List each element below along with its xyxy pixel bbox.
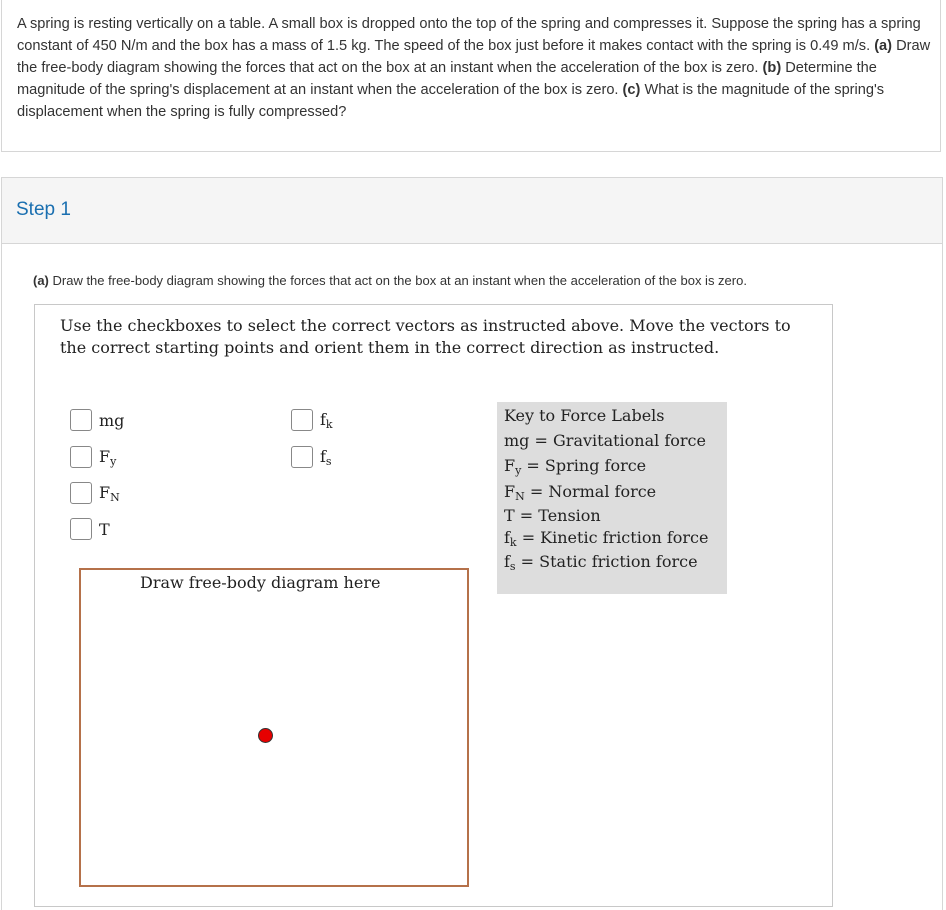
- checkbox-row-fy[interactable]: [70, 446, 116, 468]
- part-c-label: (c): [622, 82, 641, 98]
- checkbox-label-fs: $f_s$: [320, 446, 332, 468]
- checkbox-fs[interactable]: [291, 446, 313, 468]
- step-part-text: Draw the free-body diagram showing the forces that act on the box at an instant when the acceleration of the box is zero.: [48, 273, 747, 288]
- key-item-t: T = Tension: [504, 506, 601, 525]
- applet-instructions: Use the checkboxes to select the correct vectors as instructed above. Move the vectors to the correct starting points and orient them in the correct direction as instructed.: [60, 316, 791, 357]
- checkbox-mg[interactable]: [70, 409, 92, 431]
- part-b-label: (b): [762, 60, 782, 76]
- checkbox-row-fk[interactable]: [291, 409, 333, 431]
- part-a-question: Draw the free-body diagram showing the forces that act on the box at an instant when the acceleration of the box is zero.: [17, 38, 931, 76]
- checkbox-row-t[interactable]: [70, 518, 110, 540]
- checkbox-row-mg[interactable]: [70, 409, 124, 431]
- draw-area[interactable]: [79, 568, 469, 887]
- part-c-question: What is the magnitude of the spring's displacement when the spring is fully compressed?: [17, 82, 885, 120]
- checkbox-fk[interactable]: [291, 409, 313, 431]
- key-item-fs: $f_s$ = Static friction force: [504, 552, 698, 573]
- step-title: Step 1: [16, 199, 71, 220]
- box-point[interactable]: [258, 728, 273, 743]
- force-label-key: [497, 402, 727, 594]
- checkbox-label-t: T: [99, 519, 110, 539]
- problem-card: [1, 0, 941, 152]
- checkbox-row-fn[interactable]: [70, 482, 120, 504]
- key-item-fk: $f_k$ = Kinetic friction force: [504, 528, 709, 549]
- key-item-mg: mg = Gravitational force: [504, 431, 706, 450]
- checkbox-fy[interactable]: [70, 446, 92, 468]
- key-item-fy: $F_y$ = Spring force: [504, 456, 647, 477]
- step-card: [1, 177, 943, 910]
- part-b-question: Determine the magnitude of the spring's displacement at an instant when the acceleration of the box is zero.: [17, 60, 877, 98]
- problem-statement: [17, 13, 932, 123]
- step-part-a-prompt: [33, 273, 913, 288]
- step-part-label: (a): [33, 273, 49, 288]
- checkbox-label-fn: $F_N$: [99, 482, 120, 504]
- checkbox-row-fs[interactable]: [291, 446, 332, 468]
- step-header: [2, 178, 942, 244]
- key-item-fn: $F_N$ = Normal force: [504, 482, 657, 503]
- checkbox-label-mg: mg: [99, 410, 125, 430]
- draw-area-label: Draw free-body diagram here: [140, 573, 381, 592]
- part-a-label: (a): [874, 38, 893, 54]
- checkbox-fn[interactable]: [70, 482, 92, 504]
- key-title: Key to Force Labels: [504, 406, 665, 425]
- checkbox-label-fk: $f_k$: [320, 409, 333, 431]
- checkbox-t[interactable]: [70, 518, 92, 540]
- free-body-applet: [34, 304, 833, 907]
- checkbox-label-fy: $F_y$: [99, 446, 117, 468]
- problem-intro: A spring is resting vertically on a table. A small box is dropped onto the top of the spring and compresses it. Suppose the spring has a spring constant of 450 N/m and the box has a mass of 1.5 kg. The speed of the box just before it makes contact with the spring is 0.49 m/s.: [17, 16, 921, 54]
